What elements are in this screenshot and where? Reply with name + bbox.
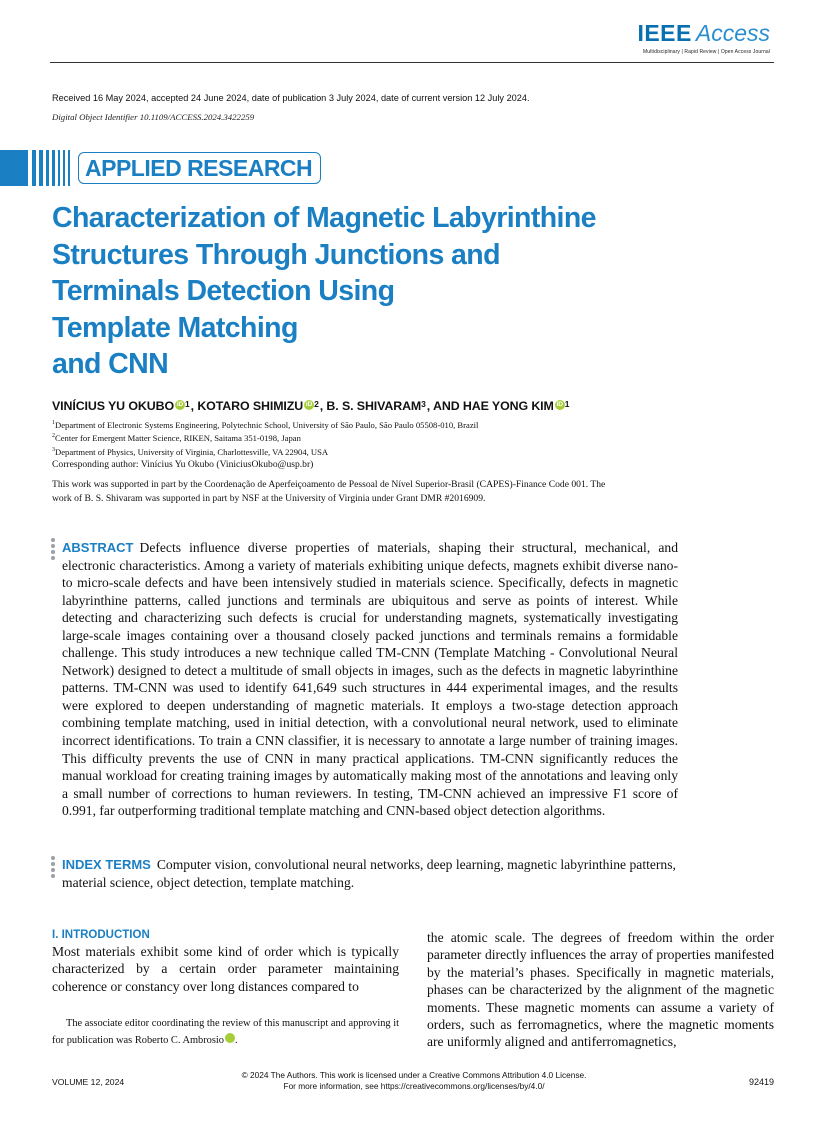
index-terms-label: INDEX TERMS xyxy=(62,857,151,872)
author-name: VINÍCIUS YU OKUBO xyxy=(52,399,174,413)
section-heading: I. INTRODUCTION xyxy=(52,929,150,941)
index-terms-text: Computer vision, convolutional neural networks, deep learning, magnetic labyrinthine patterns, material science, object detection, template matching. xyxy=(62,857,676,890)
author-affiliation-number: 1 xyxy=(564,399,570,409)
journal-masthead xyxy=(637,22,770,55)
section-banner xyxy=(0,150,321,186)
affiliation-list xyxy=(52,418,478,458)
section-label: APPLIED RESEARCH xyxy=(85,154,313,181)
banner-stripes-icon xyxy=(0,150,74,186)
title-line: and CNN xyxy=(52,348,169,380)
page-number: 92419 xyxy=(748,1077,774,1087)
title-line: Structures Through Junctions and xyxy=(52,238,500,271)
header-rule xyxy=(50,62,774,63)
left-column xyxy=(52,929,399,995)
author-separator: , AND xyxy=(426,399,463,413)
author-affiliation-number: 1 xyxy=(185,399,190,409)
orcid-icon[interactable]: iD xyxy=(556,401,563,408)
author-list xyxy=(52,399,570,413)
license-link[interactable]: For more information, see https://creativecommons.org/licenses/by/4.0/ xyxy=(283,1080,545,1091)
orcid-icon[interactable]: iD xyxy=(176,401,184,408)
author-name: HAE YONG KIM xyxy=(462,399,554,413)
paper-title xyxy=(52,200,652,383)
doi-line: Digital Object Identifier 10.1109/ACCESS.2024.3422259 xyxy=(52,112,255,122)
orcid-icon[interactable]: iD xyxy=(305,401,313,408)
license-notice xyxy=(200,1070,628,1091)
abstract-text: Defects influence diverse properties of materials, shaping their structural, mechanical, and electronic characteristics. Among a variety of materials exhibiting unique defects, magnets exhibit diverse nano- to micro-scale defects and have been intensively studied in materials science. Specifically, defects in magnetic labyrinthine patterns, called junctions and terminals are ubiquitous and serve as points of interest. While detecting and characterizing such defects is crucial for understanding magnets, systematically investigating large-scale images containing over a thousand closely packed junctions and terminals remains a formidable challenge. This study introduces a new technique called TM-CNN (Template Matching - Convolutional Neural Network) designed to detect a multitude of small objects in images, such as the defects in magnetic labyrinthine patterns. TM-CNN was used to identify 641,649 such structures in 444 experimental images, and the results were explored to deepen understanding of magnetic materials. It employs a two-stage detection approach combining template matching, used in initial detection, with a convolutional neural network, used to eliminate incorrect identifications. To train a CNN classifier, it is necessary to annotate a large number of training images. This difficulty prevents the use of CNN in many practical applications. TM-CNN significantly reduces the manual workload for creating training images by automatically making most of the annotations and leaving only a small number of corrections to human reviewers. In testing, TM-CNN achieved an impressive F1 score of 0.991, far outperforming traditional template matching and CNN-based object detection algorithms. xyxy=(62,540,678,819)
affiliation-item: $^1$Department of Electronic Systems Engineering, Polytechnic School, University of São Paulo, São Paulo 05508-010, Brazil xyxy=(52,419,479,430)
editor-footnote: The associate editor coordinating the review of this manuscript and approving it for publication was Roberto C. Ambrosio iD. xyxy=(52,1018,399,1046)
author-affiliation-number: 3 xyxy=(421,399,426,409)
index-terms xyxy=(62,856,678,891)
abstract xyxy=(62,539,678,820)
intro-paragraph-right: the atomic scale. The degrees of freedom within the order parameter directly influences the array of properties manifested by the material’s phases. Specifically in magnetic materials, phases can be characterized by the alignment of the magnetic moments. These magnetic moments can assume a variety of orders, such as ferromagnetics, where the magnetic moments are uniformly aligned and antiferromagnetics, xyxy=(427,930,774,1050)
title-line: Terminals Detection Using xyxy=(52,275,395,307)
license-line: © 2024 The Authors. This work is licensed under a Creative Commons Attribution 4.0 License. xyxy=(241,1070,587,1080)
affiliation-item: $^3$Department of Physics, University of Virginia, Charlottesville, VA 22904, USA xyxy=(52,446,329,457)
received-dates: Received 16 May 2024, accepted 24 June 2024, date of publication 3 July 2024, date of current version 12 July 2024. xyxy=(52,93,530,103)
footnote-text: The associate editor coordinating the review of this manuscript and approving it for publication was Roberto C. Ambrosio xyxy=(52,1018,399,1046)
intro-paragraph-left: Most materials exhibit some kind of order which is typically characterized by a certain order parameter maintaining coherence or constancy over long distances compared to xyxy=(52,944,399,994)
author-affiliation-number: 2 xyxy=(314,399,319,409)
index-terms-dots-icon xyxy=(51,856,56,878)
abstract-dots-icon xyxy=(51,538,56,560)
journal-logo xyxy=(637,22,770,45)
logo-ieee: IEEE xyxy=(637,20,692,46)
affiliation-item: $^2$Center for Emergent Matter Science, RIKEN, Saitama 351-0198, Japan xyxy=(52,433,301,444)
author-name: B. S. SHIVARAM xyxy=(326,399,422,413)
author-separator: , xyxy=(319,399,327,413)
orcid-icon[interactable]: iD xyxy=(225,1033,235,1043)
journal-tagline: Multidisciplinary | Rapid Review | Open Access Journal xyxy=(643,49,770,55)
section-label-box xyxy=(78,152,321,184)
title-line: Template Matching xyxy=(52,311,298,344)
funding-statement: This work was supported in part by the Coordenação de Aperfeiçoamento de Pessoal de Nível Superior-Brasil (CAPES)-Finance Code 001. The work of B. S. Shivaram was supported in part by NSF at the University of Virginia under Grant DMR #2016909. xyxy=(52,479,606,504)
logo-access: Access xyxy=(695,20,770,46)
author-name: KOTARO SHIMIZU xyxy=(197,399,304,413)
volume-label: VOLUME 12, 2024 xyxy=(52,1077,125,1087)
author-separator: , xyxy=(190,399,198,413)
title-line: Characterization of Magnetic Labyrinthine xyxy=(52,202,596,234)
abstract-label: ABSTRACT xyxy=(62,540,134,555)
corresponding-author: Corresponding author: Vinícius Yu Okubo (ViniciusOkubo@usp.br) xyxy=(52,459,314,470)
